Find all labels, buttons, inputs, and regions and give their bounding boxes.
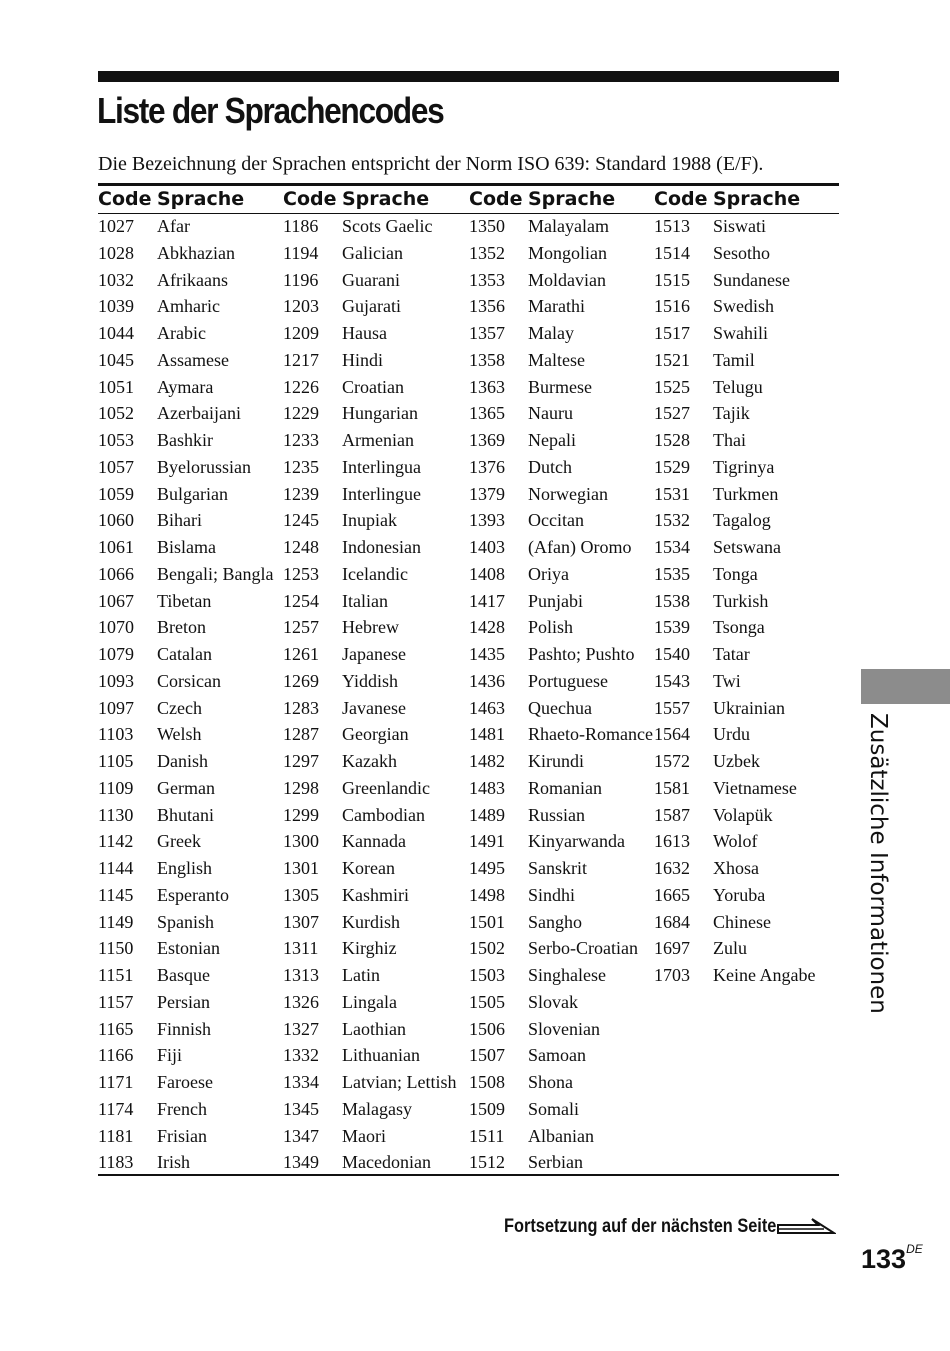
language-code: 1352: [469, 242, 505, 263]
language-name: Hausa: [342, 323, 387, 343]
language-name: Zulu: [713, 938, 747, 959]
language-code: 1564: [654, 724, 690, 745]
language-code: 1543: [654, 670, 690, 691]
language-code: 1311: [283, 938, 319, 959]
language-name: Wolof: [713, 831, 758, 852]
language-code: 1572: [654, 751, 690, 771]
continuation-note: [504, 1216, 836, 1238]
language-code: 1557: [654, 697, 690, 718]
language-name: Georgian: [342, 724, 409, 745]
language-name: Somali: [528, 1098, 580, 1119]
language-name: Occitan: [528, 510, 584, 531]
language-code: 1144: [98, 858, 134, 878]
language-name: Rhaeto-Romance: [528, 724, 653, 745]
language-name: Persian: [157, 991, 210, 1012]
language-name: Kashmiri: [342, 884, 409, 905]
language-name: Punjabi: [528, 590, 584, 611]
header-code: Code: [98, 188, 152, 210]
language-name: Singhalese: [528, 965, 606, 985]
language-code: 1350: [469, 216, 505, 236]
language-code: 1052: [98, 403, 134, 424]
language-name: Scots Gaelic: [342, 216, 433, 236]
language-code: 1196: [283, 269, 319, 290]
language-code: 1149: [98, 911, 134, 932]
language-code: 1301: [283, 858, 319, 878]
language-name: Icelandic: [342, 563, 408, 584]
language-code: 1166: [98, 1045, 134, 1066]
language-name: Tibetan: [157, 590, 212, 611]
language-code: 1531: [654, 483, 690, 504]
language-name: Turkmen: [713, 483, 779, 504]
language-code: 1032: [98, 269, 134, 290]
language-code: 1298: [283, 777, 319, 798]
language-name: Russian: [528, 804, 586, 825]
language-name: Hebrew: [342, 617, 399, 638]
language-name: Gujarati: [342, 296, 401, 317]
language-code: 1356: [469, 296, 505, 317]
language-name: Sesotho: [713, 242, 771, 263]
language-name: Tonga: [713, 563, 758, 584]
language-name: Sundanese: [713, 269, 790, 290]
language-code: 1299: [283, 804, 319, 825]
language-name: Japanese: [342, 644, 406, 664]
language-name: Bengali; Bangla: [157, 563, 274, 584]
language-name: Burmese: [528, 376, 592, 397]
language-name: Thai: [713, 430, 746, 450]
language-code: 1345: [283, 1098, 319, 1119]
language-name: Telugu: [713, 376, 763, 397]
language-code: 1632: [654, 858, 690, 878]
language-code: 1539: [654, 617, 690, 638]
language-name: Lithuanian: [342, 1045, 420, 1066]
language-name: Korean: [342, 858, 395, 878]
language-name: Marathi: [528, 296, 585, 317]
language-code: 1103: [98, 724, 134, 745]
language-name: Catalan: [157, 644, 212, 664]
language-code: 1057: [98, 456, 134, 477]
language-code: 1235: [283, 456, 319, 477]
language-name: Albanian: [528, 1125, 594, 1146]
language-name: Chinese: [713, 911, 771, 932]
language-name: Macedonian: [342, 1152, 431, 1173]
language-code: 1514: [654, 242, 690, 263]
language-name: Sangho: [528, 911, 582, 932]
language-code: 1507: [469, 1045, 505, 1066]
language-code: 1489: [469, 804, 505, 825]
language-code: 1365: [469, 403, 505, 424]
language-name: Yiddish: [342, 670, 399, 691]
header-code: Code: [654, 188, 708, 210]
language-code: 1186: [283, 216, 319, 236]
language-name: Malayalam: [528, 216, 609, 236]
language-code: 1283: [283, 697, 319, 718]
language-name: Esperanto: [157, 884, 229, 905]
language-code: 1151: [98, 965, 134, 985]
language-code: 1157: [98, 991, 134, 1012]
language-name: Slovak: [528, 991, 579, 1012]
language-name: Tatar: [713, 644, 750, 664]
language-code: 1229: [283, 403, 319, 424]
language-name: Croatian: [342, 376, 404, 397]
language-code: 1521: [654, 349, 690, 370]
language-code: 1349: [283, 1152, 319, 1173]
language-code: 1529: [654, 456, 690, 477]
intro-text: Die Bezeichnung der Sprachen entspricht der Norm ISO 639: Standard 1988 (E/F).: [98, 153, 764, 175]
language-name: Quechua: [528, 697, 592, 718]
language-code: 1261: [283, 644, 319, 664]
language-name: Bashkir: [157, 430, 213, 450]
language-name: Breton: [157, 617, 206, 638]
language-name: Indonesian: [342, 537, 421, 557]
language-name: Interlingue: [342, 483, 421, 504]
language-name: Tajik: [713, 403, 750, 424]
language-name: Volapük: [713, 804, 773, 825]
header-language: Sprache: [157, 188, 245, 210]
header-code: Code: [283, 188, 337, 210]
language-code: 1498: [469, 884, 505, 905]
language-name: Bihari: [157, 510, 202, 531]
page-number-value: 133: [861, 1244, 907, 1274]
continuation-text: Fortsetzung auf der nächsten Seite: [504, 1216, 777, 1237]
language-code: 1515: [654, 269, 690, 290]
language-name: Aymara: [157, 376, 214, 397]
language-name: Uzbek: [713, 751, 760, 771]
language-name: Bislama: [157, 537, 216, 557]
language-code: 1027: [98, 216, 134, 236]
language-code: 1347: [283, 1125, 319, 1146]
language-name: Dutch: [528, 456, 572, 477]
language-code: 1233: [283, 430, 319, 450]
language-name: Moldavian: [528, 269, 606, 290]
language-name: Greenlandic: [342, 777, 430, 798]
language-name: Lingala: [342, 991, 397, 1012]
language-name: Latvian; Lettish: [342, 1072, 457, 1092]
language-name: Galician: [342, 242, 403, 263]
language-name: Assamese: [157, 349, 229, 370]
language-name: Sanskrit: [528, 858, 588, 878]
language-code: 1481: [469, 724, 505, 745]
language-code: 1587: [654, 804, 690, 825]
language-code: 1436: [469, 670, 505, 691]
language-code: 1495: [469, 858, 505, 878]
language-code: 1171: [98, 1072, 134, 1092]
language-code: 1403: [469, 537, 505, 557]
language-code: 1525: [654, 376, 690, 397]
language-code: 1528: [654, 430, 690, 450]
language-code: 1535: [654, 563, 690, 584]
language-code: 1358: [469, 349, 505, 370]
language-code: 1297: [283, 751, 319, 771]
top-rule: [98, 71, 839, 82]
header-language: Sprache: [342, 188, 430, 210]
language-name: Keine Angabe: [713, 965, 816, 985]
language-name: Vietnamese: [713, 777, 797, 798]
language-code: 1060: [98, 510, 134, 531]
language-code: 1053: [98, 430, 134, 450]
language-code: 1326: [283, 991, 319, 1012]
language-name: Sindhi: [528, 884, 576, 905]
page-language-suffix: DE: [906, 1242, 923, 1256]
language-name: Javanese: [342, 697, 406, 718]
language-name: Maori: [342, 1125, 386, 1146]
language-name: (Afan) Oromo: [528, 537, 632, 557]
language-name: Kirghiz: [342, 938, 397, 959]
language-name: Czech: [157, 697, 202, 718]
language-code: 1697: [654, 938, 690, 959]
language-code: 1376: [469, 456, 505, 477]
language-code: 1428: [469, 617, 505, 638]
language-name: Guarani: [342, 269, 400, 290]
language-name: Fiji: [157, 1045, 183, 1066]
language-code: 1379: [469, 483, 505, 504]
language-code: 1581: [654, 777, 690, 798]
language-name: Danish: [157, 751, 208, 771]
language-name: Afrikaans: [157, 269, 228, 290]
language-name: Samoan: [528, 1045, 586, 1066]
language-name: Faroese: [157, 1072, 213, 1092]
language-code: 1066: [98, 563, 134, 584]
language-name: Tsonga: [713, 617, 765, 638]
language-name: Corsican: [157, 670, 221, 691]
language-name: Slovenian: [528, 1018, 600, 1039]
language-name: Yoruba: [713, 884, 766, 905]
language-code: 1534: [654, 537, 690, 557]
language-name: Twi: [713, 670, 741, 691]
language-name: Azerbaijani: [157, 403, 241, 424]
language-code: 1501: [469, 911, 505, 932]
language-name: Tagalog: [713, 510, 771, 531]
language-code: 1508: [469, 1072, 505, 1092]
language-code: 1509: [469, 1098, 505, 1119]
language-code: 1363: [469, 376, 505, 397]
header-language: Sprache: [528, 188, 616, 210]
language-code: 1209: [283, 323, 319, 343]
language-name: Spanish: [157, 911, 215, 932]
language-name: Tamil: [713, 349, 755, 370]
language-code: 1532: [654, 510, 690, 531]
language-code: 1506: [469, 1018, 505, 1039]
language-code: 1248: [283, 537, 319, 557]
language-name: Basque: [157, 965, 210, 985]
language-name: Swedish: [713, 296, 775, 317]
language-name: Abkhazian: [157, 242, 235, 263]
language-code: 1105: [98, 751, 134, 771]
language-code: 1059: [98, 483, 134, 504]
language-name: Armenian: [342, 430, 414, 450]
header-code: Code: [469, 188, 523, 210]
language-name: Xhosa: [713, 858, 759, 878]
language-name: Interlingua: [342, 456, 421, 477]
language-code: 1045: [98, 349, 134, 370]
language-name: Bulgarian: [157, 483, 228, 504]
language-name: Hindi: [342, 349, 384, 370]
language-name: Kannada: [342, 831, 406, 852]
language-code: 1067: [98, 590, 134, 611]
language-name: German: [157, 777, 215, 798]
language-name: Kirundi: [528, 751, 584, 771]
language-name: Greek: [157, 831, 201, 852]
language-code: 1217: [283, 349, 319, 370]
language-code: 1287: [283, 724, 319, 745]
language-code: 1513: [654, 216, 690, 236]
language-code: 1044: [98, 323, 134, 343]
language-name: Inupiak: [342, 510, 397, 531]
language-code: 1061: [98, 537, 134, 557]
language-name: Latin: [342, 965, 380, 985]
language-code: 1194: [283, 242, 319, 263]
language-name: Kurdish: [342, 911, 400, 932]
language-name: Kinyarwanda: [528, 831, 625, 852]
page-number: [861, 1244, 923, 1275]
language-code: 1334: [283, 1072, 319, 1092]
language-code: 1174: [98, 1098, 134, 1119]
language-name: Kazakh: [342, 751, 397, 771]
language-code: 1253: [283, 563, 319, 584]
table-top-rule: [98, 183, 839, 186]
language-code: 1269: [283, 670, 319, 691]
language-code: 1491: [469, 831, 505, 852]
language-name: Norwegian: [528, 483, 608, 504]
language-name: Nauru: [528, 403, 573, 424]
section-tab-marker: [861, 669, 950, 704]
language-code: 1463: [469, 697, 505, 718]
language-name: Frisian: [157, 1125, 208, 1146]
language-code: 1079: [98, 644, 134, 664]
language-code: 1357: [469, 323, 505, 343]
language-code: 1307: [283, 911, 319, 932]
language-code: 1517: [654, 323, 690, 343]
language-code: 1703: [654, 965, 690, 985]
language-code: 1305: [283, 884, 319, 905]
page-title: Liste der Sprachencodes: [97, 90, 444, 131]
language-code: 1254: [283, 590, 319, 611]
language-code: 1257: [283, 617, 319, 638]
language-name: Serbian: [528, 1152, 583, 1173]
language-name: Romanian: [528, 777, 602, 798]
language-code: 1393: [469, 510, 505, 531]
language-code: 1070: [98, 617, 134, 638]
language-code: 1181: [98, 1125, 134, 1146]
language-code: 1332: [283, 1045, 319, 1066]
language-code: 1239: [283, 483, 319, 504]
language-name: Oriya: [528, 563, 569, 584]
language-code: 1369: [469, 430, 505, 450]
language-code: 1503: [469, 965, 505, 985]
language-code: 1145: [98, 884, 134, 905]
language-code: 1051: [98, 376, 134, 397]
language-code: 1313: [283, 965, 319, 985]
language-code: 1540: [654, 644, 690, 664]
language-code: 1417: [469, 590, 505, 611]
language-code: 1511: [469, 1125, 505, 1146]
language-code: 1516: [654, 296, 690, 317]
language-code: 1538: [654, 590, 690, 611]
language-name: Setswana: [713, 537, 781, 557]
language-code: 1435: [469, 644, 505, 664]
language-code: 1150: [98, 938, 134, 959]
language-code: 1109: [98, 777, 134, 798]
language-name: Mongolian: [528, 242, 607, 263]
language-name: Siswati: [713, 216, 767, 236]
language-code: 1165: [98, 1018, 134, 1039]
language-code: 1684: [654, 911, 690, 932]
language-code: 1327: [283, 1018, 319, 1039]
language-code: 1353: [469, 269, 505, 290]
language-name: Polish: [528, 617, 574, 638]
language-name: English: [157, 858, 213, 878]
language-name: Afar: [157, 216, 190, 236]
language-code: 1512: [469, 1152, 505, 1173]
language-code: 1482: [469, 751, 505, 771]
language-name: Portuguese: [528, 670, 608, 691]
language-code: 1502: [469, 938, 505, 959]
language-name: Estonian: [157, 938, 220, 959]
language-name: French: [157, 1098, 207, 1119]
language-code: 1505: [469, 991, 505, 1012]
language-code: 1093: [98, 670, 134, 691]
language-name: Italian: [342, 590, 388, 611]
language-name: Byelorussian: [157, 456, 251, 477]
table-header-rule: [98, 213, 839, 214]
language-code: 1039: [98, 296, 134, 317]
language-code: 1183: [98, 1152, 134, 1173]
language-name: Nepali: [528, 430, 576, 450]
header-language: Sprache: [713, 188, 801, 210]
language-name: Laothian: [342, 1018, 406, 1039]
language-code: 1408: [469, 563, 505, 584]
section-side-label: Zusätzliche Informationen: [865, 713, 891, 1014]
language-name: Malay: [528, 323, 574, 343]
language-name: Pashto; Pushto: [528, 644, 635, 664]
language-code: 1097: [98, 697, 134, 718]
language-code: 1613: [654, 831, 690, 852]
language-name: Ukrainian: [713, 697, 785, 718]
language-name: Swahili: [713, 323, 769, 343]
language-code: 1130: [98, 804, 134, 825]
language-name: Serbo-Croatian: [528, 938, 638, 959]
language-name: Arabic: [157, 323, 206, 343]
language-name: Bhutani: [157, 804, 214, 825]
language-name: Amharic: [157, 296, 220, 317]
language-code: 1226: [283, 376, 319, 397]
language-code: 1300: [283, 831, 319, 852]
language-code: 1203: [283, 296, 319, 317]
language-name: Cambodian: [342, 804, 425, 825]
table-bottom-rule: [98, 1174, 839, 1176]
language-name: Irish: [157, 1152, 190, 1173]
language-code: 1527: [654, 403, 690, 424]
language-name: Turkish: [713, 590, 769, 611]
language-code: 1245: [283, 510, 319, 531]
continue-arrow-icon: [776, 1216, 836, 1238]
language-name: Malagasy: [342, 1098, 412, 1119]
language-name: Shona: [528, 1072, 573, 1092]
language-code: 1483: [469, 777, 505, 798]
language-code: 1665: [654, 884, 690, 905]
language-name: Welsh: [157, 724, 202, 745]
language-name: Tigrinya: [713, 456, 775, 477]
language-name: Maltese: [528, 349, 585, 370]
language-name: Urdu: [713, 724, 750, 745]
language-code: 1142: [98, 831, 134, 852]
language-name: Hungarian: [342, 403, 418, 424]
language-code: 1028: [98, 242, 134, 263]
language-name: Finnish: [157, 1018, 212, 1039]
